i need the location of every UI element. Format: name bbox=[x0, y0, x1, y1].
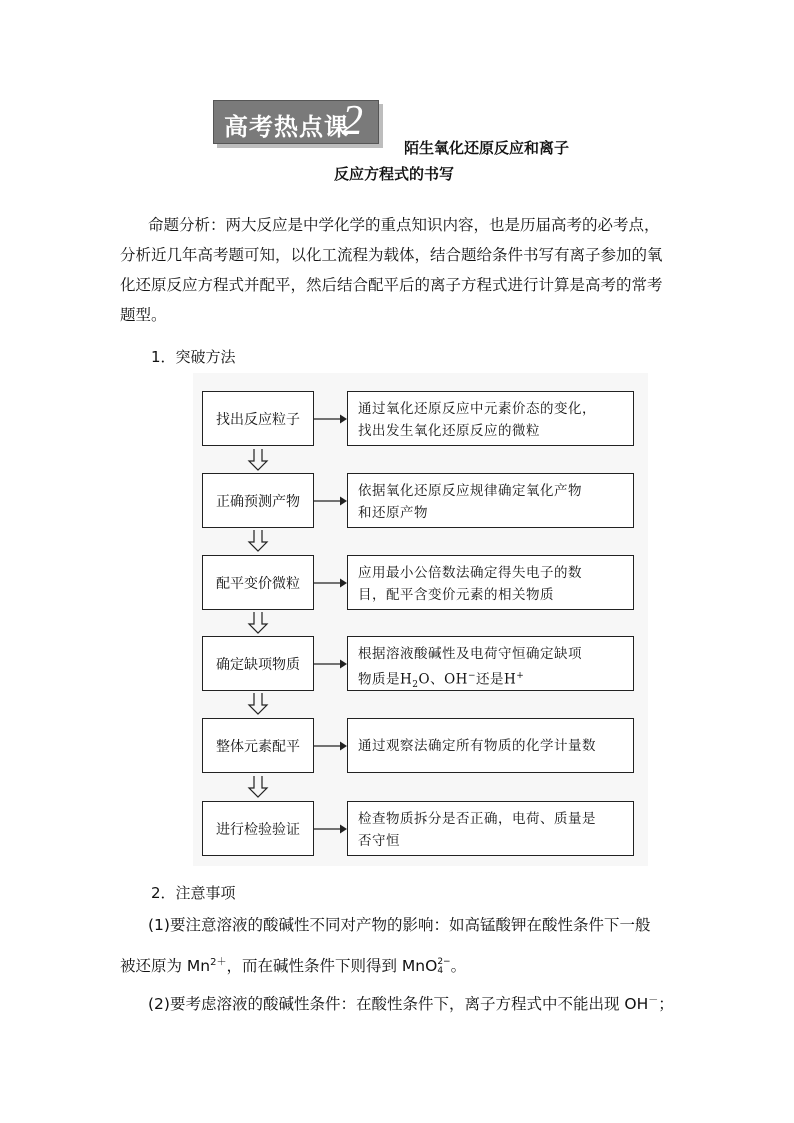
down-double-arrow-icon bbox=[246, 449, 270, 471]
intro-line: 题型。 bbox=[120, 306, 167, 324]
formula-subscript: 2 bbox=[412, 680, 419, 691]
banner-text: 高考热点课 bbox=[224, 112, 349, 141]
section-heading: 2．注意事项 bbox=[151, 884, 236, 902]
right-arrow-icon bbox=[314, 823, 347, 835]
intro-paragraph bbox=[120, 210, 680, 330]
flow-step-desc bbox=[347, 801, 634, 856]
note-text: 。 bbox=[450, 957, 467, 976]
flow-step-label: 整体元素配平 bbox=[202, 718, 314, 773]
right-arrow-icon bbox=[314, 577, 347, 589]
banner-number: 2 bbox=[342, 98, 363, 144]
flow-step-label: 配平变价微粒 bbox=[202, 555, 314, 610]
flow-step-label: 进行检验验证 bbox=[202, 801, 314, 856]
formula-superscript: － bbox=[648, 995, 659, 1006]
flow-desc-line bbox=[358, 665, 623, 696]
formula-text: O、OH bbox=[418, 671, 468, 688]
flow-desc-line: 通过氧化还原反应中元素价态的变化， bbox=[358, 401, 596, 417]
flow-step-label: 找出反应粒子 bbox=[202, 391, 314, 446]
flowchart bbox=[193, 373, 648, 866]
flow-desc-line: 和还原产物 bbox=[358, 505, 428, 521]
section-heading: 1．突破方法 bbox=[151, 348, 236, 366]
down-double-arrow-icon bbox=[246, 612, 270, 634]
page-title-line2: 反应方程式的书写 bbox=[334, 165, 455, 183]
note-text: ； bbox=[658, 995, 674, 1014]
right-arrow-icon bbox=[314, 740, 347, 752]
flow-step-desc bbox=[347, 718, 634, 773]
right-arrow-icon bbox=[314, 413, 347, 425]
flow-desc-line: 找出发生氧化还原反应的微粒 bbox=[358, 423, 540, 439]
flow-step-desc bbox=[347, 555, 634, 610]
page-title-line1: 陌生氧化还原反应和离子 bbox=[404, 139, 570, 157]
ion-charge-stack bbox=[437, 958, 450, 976]
note-item-line: (1)要注意溶液的酸碱性不同对产物的影响：如高锰酸钾在酸性条件下一般 bbox=[148, 916, 651, 934]
header-banner bbox=[213, 100, 383, 148]
flow-step-label: 确定缺项物质 bbox=[202, 636, 314, 691]
banner-box bbox=[213, 100, 379, 144]
formula-text: 物质是H bbox=[358, 671, 413, 688]
formula-text: 还是H bbox=[475, 671, 517, 688]
flow-desc-line: 否守恒 bbox=[358, 833, 400, 849]
flow-step-desc bbox=[347, 636, 634, 691]
flow-desc-line: 检查物质拆分是否正确，电荷、质量是 bbox=[358, 811, 596, 827]
note-item-line bbox=[120, 950, 466, 979]
right-arrow-icon bbox=[314, 495, 347, 507]
intro-line: 化还原反应方程式并配平，然后结合配平后的离子方程式进行计算是高考的常考 bbox=[120, 276, 663, 294]
flow-desc-line: 应用最小公倍数法确定得失电子的数 bbox=[358, 565, 582, 581]
formula-superscript: − bbox=[467, 671, 476, 681]
note-item-line bbox=[148, 988, 674, 1017]
formula-superscript: 2＋ bbox=[210, 957, 227, 968]
flow-step-desc bbox=[347, 473, 634, 528]
flow-step-desc bbox=[347, 391, 634, 446]
intro-line: 命题分析：两大反应是中学化学的重点知识内容，也是历届高考的必考点， bbox=[148, 216, 660, 234]
down-double-arrow-icon bbox=[246, 530, 270, 552]
right-arrow-icon bbox=[314, 658, 347, 670]
formula-subscript: 4 bbox=[437, 965, 444, 976]
down-double-arrow-icon bbox=[246, 693, 270, 715]
flow-desc-line: 通过观察法确定所有物质的化学计量数 bbox=[358, 737, 596, 754]
formula-superscript: + bbox=[516, 671, 525, 681]
flow-step-label: 正确预测产物 bbox=[202, 473, 314, 528]
flow-desc-line: 目，配平含变价元素的相关物质 bbox=[358, 587, 554, 603]
note-text: 被还原为 Mn bbox=[120, 957, 211, 976]
down-double-arrow-icon bbox=[246, 776, 270, 798]
flow-desc-line: 根据溶液酸碱性及电荷守恒确定缺项 bbox=[358, 646, 582, 662]
note-text: ，而在碱性条件下则得到 MnO bbox=[226, 957, 438, 976]
flow-desc-line: 依据氧化还原反应规律确定氧化产物 bbox=[358, 483, 582, 499]
formula-superscript: 2− bbox=[437, 956, 451, 967]
intro-line: 分析近几年高考题可知，以化工流程为载体，结合题给条件书写有离子参加的氧 bbox=[120, 246, 663, 264]
note-text: (2)要考虑溶液的酸碱性条件：在酸性条件下，离子方程式中不能出现 OH bbox=[148, 995, 649, 1014]
